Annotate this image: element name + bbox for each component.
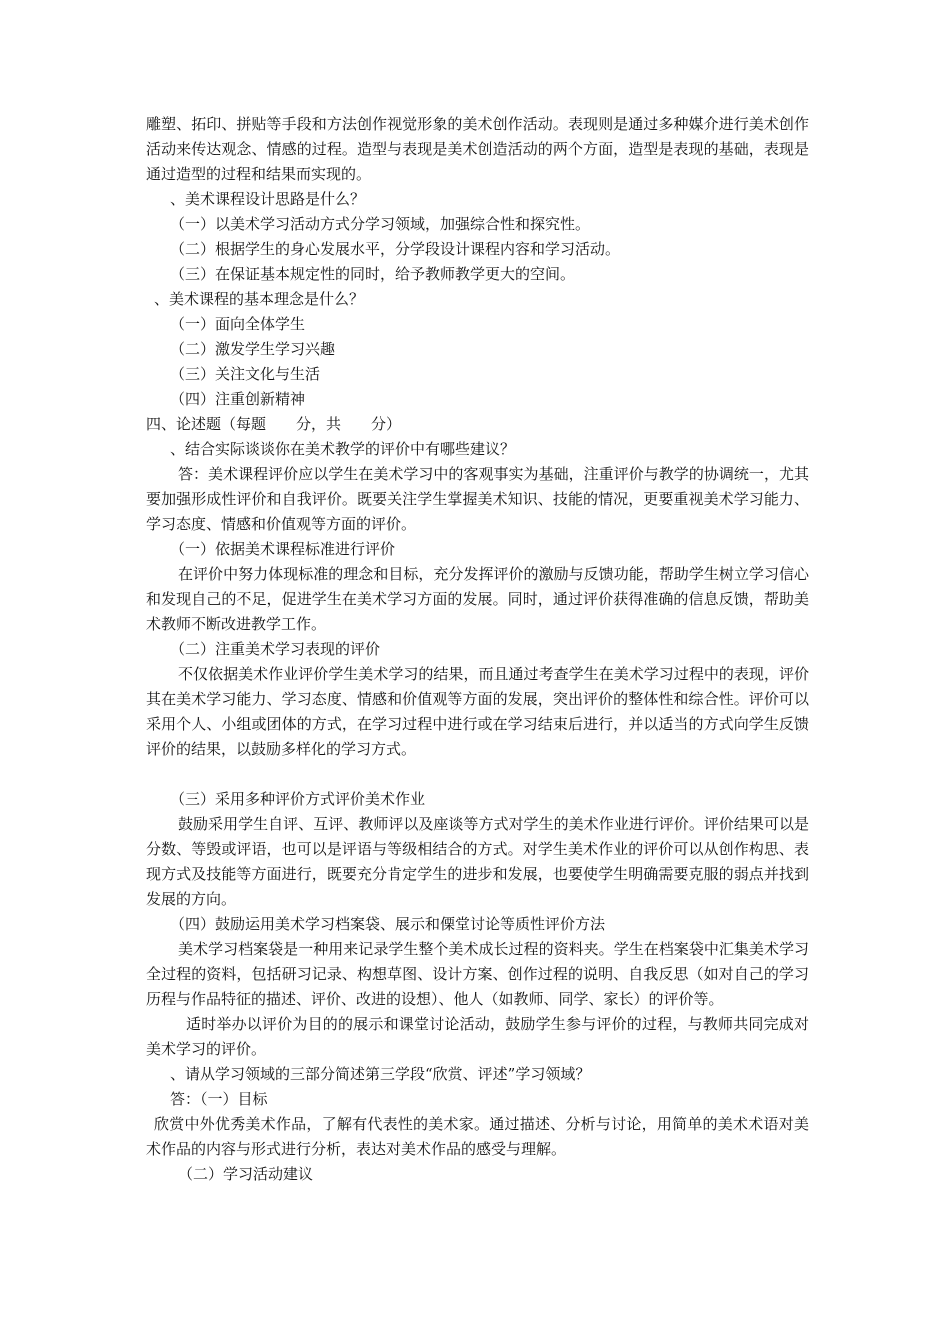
paragraph-intro: 雕塑、拓印、拼贴等手段和方法创作视觉形象的美术创作活动。表现则是通过多种媒介进行美术创作活动来传达观念、情感的过程。造型与表现是美术创造活动的两个方面，造型是表现的基础，表现是通过造型的过程和结果而实现的。 — [146, 115, 809, 183]
question-design-approach: 、美术课程设计思路是什么？ — [170, 190, 366, 208]
subheading: （二）注重美术学习表现的评价 — [170, 640, 381, 658]
question-basic-concepts: 、美术课程的基本理念是什么？ — [154, 290, 365, 308]
body-paragraph: 不仅依据美术作业评价学生美术学习的结果，而且通过考查学生在美术学习过程中的表现，评价其在美术学习能力、学习态度、情感和价值观等方面的发展，突出评价的整体性和综合性。评价可以采用个人、小组或团体的方式，在学习过程中进行或在学习结束后进行，并以适当的方式向学生反馈评价的结果，以鼓励多样化的学习方式。 — [146, 665, 809, 758]
subheading: （一）依据美术课程标准进行评价 — [170, 540, 396, 558]
list-item: （三）关注文化与生活 — [170, 365, 321, 383]
subheading: （二）学习活动建议 — [178, 1165, 314, 1183]
section-heading-essay: 四、论述题（每题 分，共 分） — [146, 415, 402, 433]
list-item: （二）根据学生的身心发展水平，分学段设计课程内容和学习活动。 — [170, 240, 621, 258]
body-paragraph: 在评价中努力体现标准的理念和目标，充分发挥评价的激励与反馈功能，帮助学生树立学习信心和发现自己的不足，促进学生在美术学习方面的发展。同时，通过评价获得准确的信息反馈，帮助美术教师不断改进教学工作。 — [146, 565, 809, 633]
body-paragraph: 适时举办以评价为目的的展示和课堂讨论活动，鼓励学生参与评价的过程，与教师共同完成对美术学习的评价。 — [146, 1015, 809, 1058]
list-item: （四）注重创新精神 — [170, 390, 306, 408]
body-paragraph: 鼓励采用学生自评、互评、教师评以及座谈等方式对学生的美术作业进行评价。评价结果可以是分数、等毁或评语，也可以是评语与等级相结合的方式。对学生美术作业的评价可以从创作构思、表现方式及技能等方面进行，既要充分肯定学生的进步和发展，也要使学生明确需要克服的弱点并找到发展的方向。 — [146, 815, 809, 908]
subheading: （三）采用多种评价方式评价美术作业 — [170, 790, 426, 808]
question-appreciation: 、请从学习领域的三部分简述第三学段“欣赏、评述”学习领域？ — [170, 1065, 591, 1083]
answer-heading: 答：（一）目标 — [170, 1090, 268, 1108]
answer-paragraph: 答：美术课程评价应以学生在美术学习中的客观事实为基础，注重评价与教学的协调统一，尤其要加强形成性评价和自我评价。既要关注学生掌握美术知识、技能的情况，更要重视美术学习能力、学习态度、情感和价值观等方面的评价。 — [146, 465, 809, 533]
list-item: （三）在保证基本规定性的同时，给予教师教学更大的空间。 — [170, 265, 576, 283]
document-page — [146, 112, 809, 1187]
blank-line — [146, 762, 809, 787]
list-item: （二）激发学生学习兴趣 — [170, 340, 336, 358]
question-evaluation: 、结合实际谈谈你在美术教学的评价中有哪些建议？ — [170, 440, 516, 458]
list-item: （一）以美术学习活动方式分学习领域，加强综合性和探究性。 — [170, 215, 591, 233]
subheading: （四）鼓励运用美术学习档案袋、展示和傈堂讨论等质性评价方法 — [170, 915, 606, 933]
list-item: （一）面向全体学生 — [170, 315, 306, 333]
body-paragraph: 欣赏中外优秀美术作品，了解有代表性的美术家。通过描述、分析与讨论，用简单的美术术语对美术作品的内容与形式进行分析，表达对美术作品的感受与理解。 — [146, 1115, 809, 1158]
body-paragraph: 美术学习档案袋是一种用来记录学生整个美术成长过程的资料夹。学生在档案袋中汇集美术学习全过程的资料，包括研习记录、构想草图、设计方案、创作过程的说明、自我反思（如对自己的学习历程与作品特征的描述、评价、改进的设想）、他人（如教师、同学、家长）的评价等。 — [146, 940, 809, 1008]
